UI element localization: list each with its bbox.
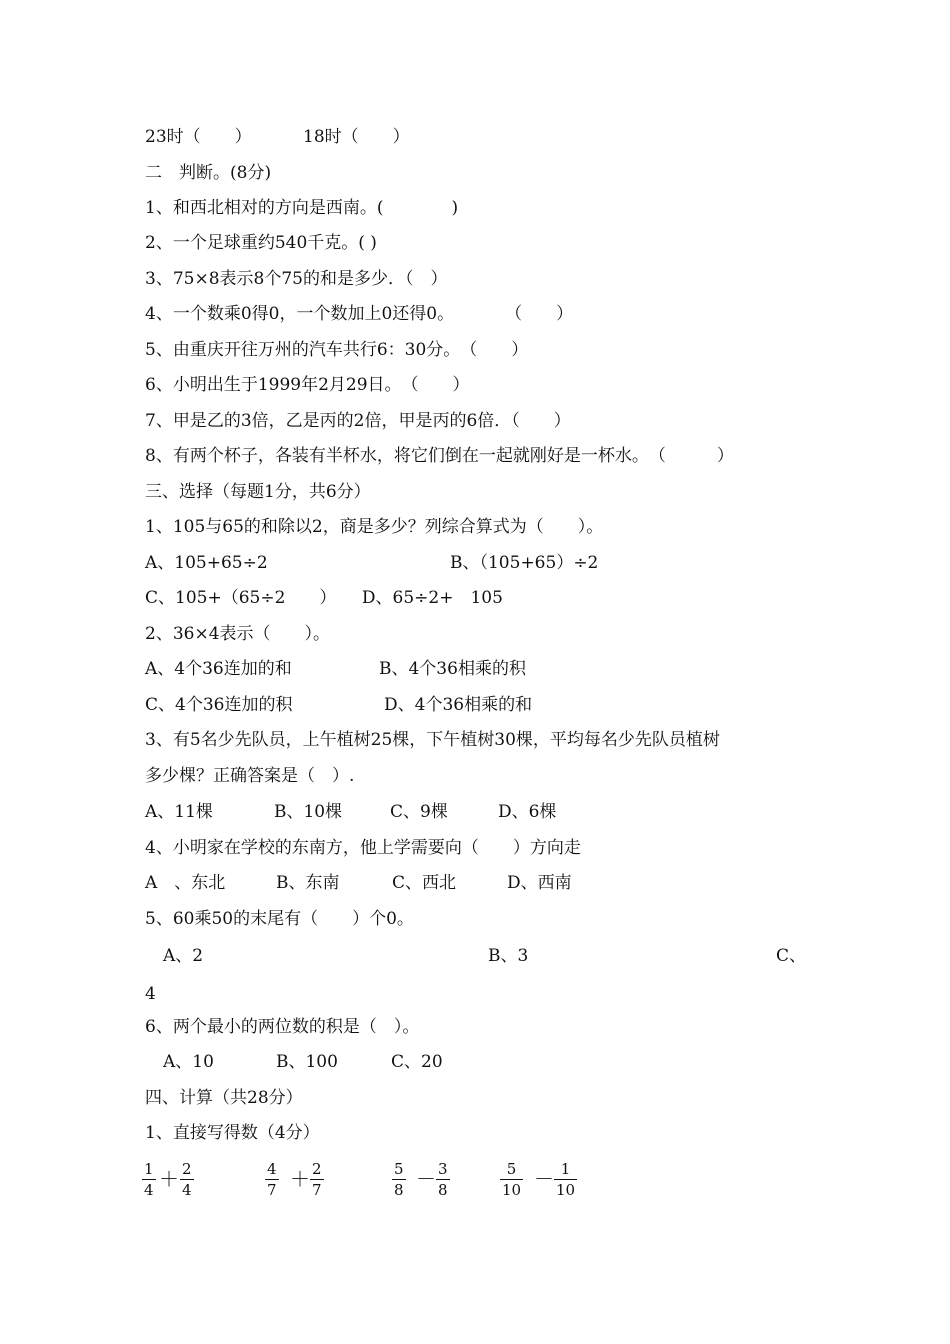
fraction-numerator: 2 [312, 1160, 322, 1178]
fraction-denominator: 7 [267, 1181, 277, 1199]
operator: － [534, 1167, 554, 1191]
judge-item-3: 3、75×8表示8个75的和是多少．（ ） [145, 269, 448, 289]
q6-option-b: B、100 [276, 1052, 338, 1072]
fraction-numerator: 5 [394, 1160, 404, 1178]
fraction [310, 1160, 324, 1199]
fraction-bar [180, 1179, 194, 1180]
q4-option-b: B、东南 [276, 873, 340, 893]
fraction-denominator: 7 [312, 1181, 322, 1199]
q6-stem: 6、两个最小的两位数的积是（ ）。 [145, 1017, 420, 1037]
q1-stem: 1、105与65的和除以2，商是多少？列综合算式为（ ）。 [145, 517, 604, 537]
fraction-numerator: 1 [144, 1160, 154, 1178]
fraction [265, 1160, 279, 1199]
fraction [392, 1160, 406, 1199]
fraction-bar [310, 1179, 324, 1180]
fraction [500, 1160, 523, 1199]
section4-sub1: 1、直接写得数（4分） [145, 1123, 320, 1143]
section2-title: 二 判断。(8分) [145, 163, 272, 183]
section4-title: 四、计算（共28分） [145, 1088, 303, 1108]
top-line-left: 23时（ ） [145, 127, 252, 147]
judge-item-4: 4、一个数乘0得0，一个数加上0还得0。 （ ） [145, 304, 574, 324]
q3-option-d: D、6棵 [498, 802, 557, 822]
q5-option-c-label: C、 [776, 946, 807, 966]
section3-title: 三、选择（每题1分，共6分） [145, 482, 371, 502]
fraction-bar [436, 1179, 450, 1180]
fraction-numerator: 5 [506, 1160, 517, 1178]
q6-option-a: A、10 [163, 1052, 214, 1072]
judge-item-2: 2、一个足球重约540千克。( ) [145, 233, 377, 253]
fraction-denominator: 10 [502, 1181, 522, 1199]
fraction-bar [142, 1179, 156, 1180]
judge-item-6: 6、小明出生于1999年2月29日。 （ ） [145, 375, 470, 395]
judge-item-5: 5、由重庆开往万州的汽车共行6：30分。 （ ） [145, 340, 529, 360]
fraction [436, 1160, 450, 1199]
fraction-denominator: 4 [182, 1181, 192, 1199]
q4-stem: 4、小明家在学校的东南方，他上学需要向（ ）方向走 [145, 838, 581, 858]
top-line-right: 18时（ ） [303, 127, 410, 147]
fraction-bar [265, 1179, 279, 1180]
fraction-denominator: 10 [556, 1181, 576, 1199]
q2-option-d: D、4个36相乘的和 [384, 695, 533, 715]
q2-option-c: C、4个36连加的积 [145, 695, 293, 715]
fraction-bar [554, 1179, 577, 1180]
q1-option-a: A、105+65÷2 [145, 553, 268, 573]
fraction-denominator: 8 [394, 1181, 404, 1199]
fraction-numerator: 4 [267, 1160, 277, 1178]
operator: ＋ [159, 1167, 179, 1191]
q3-stem-line2: 多少棵？正确答案是（ ）. [145, 766, 355, 786]
judge-item-1: 1、和西北相对的方向是西南。( ) [145, 198, 459, 218]
q1-option-b: B、（105+65）÷2 [450, 553, 599, 573]
q3-option-a: A、11棵 [145, 802, 213, 822]
q2-option-b: B、4个36相乘的积 [379, 659, 526, 679]
q3-option-b: B、10棵 [274, 802, 343, 822]
q2-option-a: A、4个36连加的和 [145, 659, 292, 679]
fraction-bar [500, 1179, 523, 1180]
q6-option-c: C、20 [391, 1052, 443, 1072]
q3-option-c: C、9棵 [390, 802, 448, 822]
fraction-bar [392, 1179, 406, 1180]
operator: － [416, 1167, 436, 1191]
judge-item-7: 7、甲是乙的3倍，乙是丙的2倍，甲是丙的6倍．（ ） [145, 411, 571, 431]
q3-stem-line1: 3、有5名少先队员，上午植树25棵，下午植树30棵，平均每名少先队员植树 [145, 730, 720, 750]
q4-option-c: C、西北 [392, 873, 457, 893]
fraction [554, 1160, 577, 1199]
q5-stem: 5、60乘50的末尾有（ ）个0。 [145, 909, 414, 929]
q1-options-cd: C、105+（65÷2 ） D、65÷2+ 105 [145, 588, 503, 608]
judge-item-8: 8、有两个杯子，各装有半杯水，将它们倒在一起就刚好是一杯水。 （ ） [145, 446, 734, 466]
fraction-denominator: 4 [144, 1181, 154, 1199]
operator: ＋ [290, 1167, 310, 1191]
fraction [142, 1160, 156, 1199]
q2-stem: 2、36×4表示（ ）。 [145, 624, 331, 644]
fraction-denominator: 8 [438, 1181, 448, 1199]
fraction [180, 1160, 194, 1199]
fraction-numerator: 1 [560, 1160, 571, 1178]
q5-option-b: B、3 [488, 946, 529, 966]
q4-option-d: D、西南 [507, 873, 572, 893]
q4-option-a: A 、东北 [145, 873, 226, 893]
fraction-numerator: 2 [182, 1160, 192, 1178]
q5-option-c-value: 4 [145, 984, 156, 1004]
fraction-numerator: 3 [438, 1160, 448, 1178]
q5-option-a: A、2 [163, 946, 204, 966]
